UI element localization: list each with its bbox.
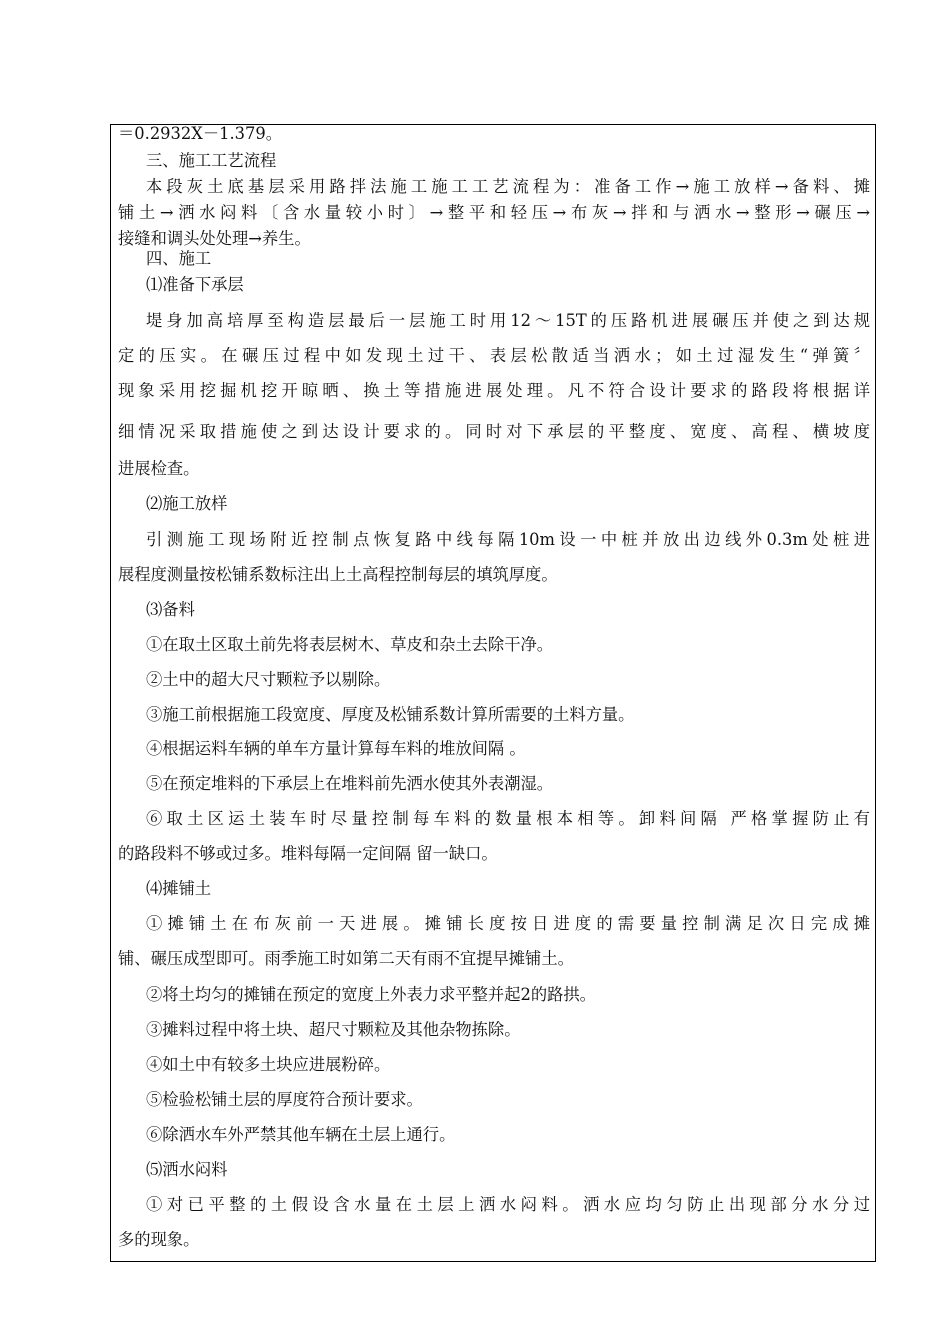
subsection-heading: ⑴准备下承层 [146, 275, 244, 294]
text-line: 的路段料不够或过多。堆料每隔一定间隔 留一缺口。 [118, 844, 498, 863]
text-line: 多的现象。 [118, 1230, 200, 1249]
list-item: ⑥取土区运土装车时尽量控制每车料的数量根本相等。卸料间隔 严格掌握防止有 [146, 809, 870, 828]
list-item: ①摊铺土在布灰前一天进展。摊铺长度按日进度的需要量控制满足次日完成摊 [146, 914, 870, 933]
list-item: ④根据运料车辆的单车方量计算每车料的堆放间隔 。 [146, 739, 526, 758]
list-item: ②土中的超大尺寸颗粒予以剔除。 [146, 670, 391, 689]
text-line: 现象采用挖掘机挖开晾晒、换土等措施进展处理。凡不符合设计要求的路段将根据详 [118, 381, 870, 400]
text-line: 展程度测量按松铺系数标注出上土高程控制每层的填筑厚度。 [118, 565, 558, 584]
subsection-heading: ⑶备料 [146, 600, 195, 619]
text-line: 接缝和调头处处理→养生。 [118, 229, 311, 248]
subsection-heading: ⑷摊铺土 [146, 879, 212, 898]
text-line: 细情况采取措施使之到达设计要求的。同时对下承层的平整度、宽度、高程、横坡度 [118, 422, 870, 441]
subsection-heading: ⑵施工放样 [146, 494, 228, 513]
list-item: ④如土中有较多土块应进展粉碎。 [146, 1055, 391, 1074]
section-heading: 三、施工工艺流程 [146, 151, 277, 170]
list-item: ③施工前根据施工段宽度、厚度及松铺系数计算所需要的土料方量。 [146, 705, 635, 724]
list-item: ①在取土区取土前先将表层树木、草皮和杂土去除干净。 [146, 635, 554, 654]
text-line: 本段灰土底基层采用路拌法施工施工工艺流程为：准备工作→施工放样→备料、摊 [146, 177, 870, 196]
section-heading: 四、施工 [146, 249, 212, 268]
list-item: ③摊料过程中将土块、超尺寸颗粒及其他杂物拣除。 [146, 1020, 521, 1039]
list-item: ⑥除洒水车外严禁其他车辆在土层上通行。 [146, 1125, 456, 1144]
text-line: 堤身加高培厚至构造层最后一层施工时用12～15T的压路机进展碾压并使之到达规 [146, 311, 870, 330]
list-item: ⑤在预定堆料的下承层上在堆料前先洒水使其外表潮湿。 [146, 774, 554, 793]
text-line: 进展检查。 [118, 459, 200, 478]
text-line: ＝0.2932X－1.379。 [118, 124, 283, 143]
text-line: 铺土→洒水闷料〔含水量较小时〕→整平和轻压→布灰→拌和与洒水→整形→碾压→ [118, 203, 870, 222]
text-line: 定的压实。在碾压过程中如发现土过干、表层松散适当洒水；如土过湿发生“弹簧〞 [118, 346, 870, 365]
list-item: ①对已平整的土假设含水量在土层上洒水闷料。洒水应均匀防止出现部分水分过 [146, 1195, 870, 1214]
text-line: 铺、碾压成型即可。雨季施工时如第二天有雨不宜提早摊铺土。 [118, 949, 574, 968]
text-line: 引测施工现场附近控制点恢复路中线每隔10m设一中桩并放出边线外0.3m处桩进 [146, 530, 870, 549]
list-item: ⑤检验松铺土层的厚度符合预计要求。 [146, 1090, 423, 1109]
subsection-heading: ⑸洒水闷料 [146, 1160, 228, 1179]
list-item: ②将土均匀的摊铺在预定的宽度上外表力求平整并起2的路拱。 [146, 985, 596, 1004]
